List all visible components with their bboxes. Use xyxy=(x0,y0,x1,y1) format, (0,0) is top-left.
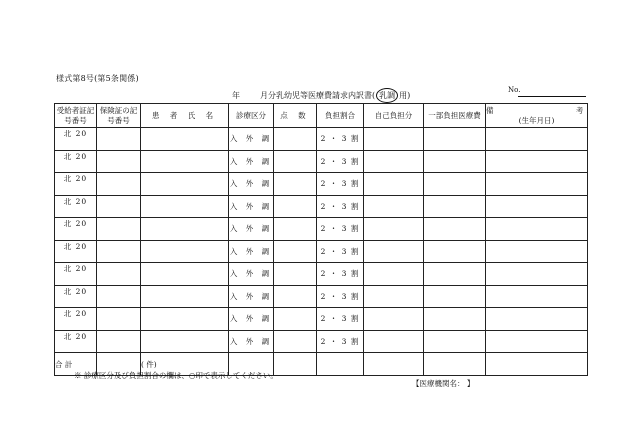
table-row xyxy=(55,128,588,151)
remarks-cell[interactable] xyxy=(486,150,588,173)
patient-name-cell[interactable] xyxy=(141,240,229,263)
header-remarks xyxy=(486,104,624,128)
self-pay-cell[interactable] xyxy=(364,330,424,353)
insurance-number-cell[interactable] xyxy=(97,308,141,331)
claim-table xyxy=(54,103,624,376)
burden-ratio-cell[interactable]: 2 ・ 3 割 xyxy=(317,195,364,218)
treatment-category-cell[interactable]: 入 外 調 xyxy=(229,330,274,353)
header-burden-ratio: 負担割合 xyxy=(317,104,364,128)
recipient-number-cell[interactable]: 北 20 xyxy=(55,150,97,173)
self-pay-cell[interactable] xyxy=(364,308,424,331)
remarks-cell[interactable] xyxy=(486,330,588,353)
insurance-number-cell[interactable] xyxy=(97,195,141,218)
table-header-row xyxy=(55,104,588,128)
points-cell[interactable] xyxy=(274,150,317,173)
points-cell[interactable] xyxy=(274,308,317,331)
header-patient-name: 患 者 氏 名 xyxy=(141,104,229,128)
total-points-cell[interactable] xyxy=(274,353,317,376)
patient-name-cell[interactable] xyxy=(141,308,229,331)
table-row xyxy=(55,308,588,331)
treatment-category-cell[interactable]: 入 外 調 xyxy=(229,128,274,151)
insurance-number-cell[interactable] xyxy=(97,173,141,196)
table-row xyxy=(55,195,588,218)
treatment-category-cell[interactable]: 入 外 調 xyxy=(229,285,274,308)
self-pay-cell[interactable] xyxy=(364,240,424,263)
remarks-cell[interactable] xyxy=(486,218,588,241)
remarks-cell[interactable] xyxy=(486,240,588,263)
table-row xyxy=(55,173,588,196)
circled-category: 乳調 xyxy=(376,88,398,103)
self-pay-cell[interactable] xyxy=(364,128,424,151)
header-remarks-title: 備 考 xyxy=(486,105,624,115)
burden-ratio-cell[interactable]: 2 ・ 3 割 xyxy=(317,150,364,173)
burden-ratio-cell[interactable]: 2 ・ 3 割 xyxy=(317,330,364,353)
table-row xyxy=(55,218,588,241)
patient-name-cell[interactable] xyxy=(141,195,229,218)
burden-ratio-cell[interactable]: 2 ・ 3 割 xyxy=(317,263,364,286)
burden-ratio-cell[interactable]: 2 ・ 3 割 xyxy=(317,285,364,308)
total-burden-cell[interactable] xyxy=(317,353,364,376)
partial-cost-cell[interactable] xyxy=(424,150,486,173)
table-row xyxy=(55,150,588,173)
recipient-number-cell[interactable]: 北 20 xyxy=(55,173,97,196)
self-pay-cell[interactable] xyxy=(364,218,424,241)
self-pay-cell[interactable] xyxy=(364,173,424,196)
treatment-category-cell[interactable]: 入 外 調 xyxy=(229,150,274,173)
total-remarks-cell[interactable] xyxy=(486,353,588,376)
form-number: 様式第8号(第5条関係) xyxy=(56,74,139,83)
insurance-number-cell[interactable] xyxy=(97,330,141,353)
self-pay-cell[interactable] xyxy=(364,150,424,173)
points-cell[interactable] xyxy=(274,128,317,151)
year-label: 年 xyxy=(232,91,240,100)
header-self-pay: 自己負担分 xyxy=(364,104,424,128)
document-number-label: No. xyxy=(508,86,521,94)
patient-name-cell[interactable] xyxy=(141,263,229,286)
patient-name-cell[interactable] xyxy=(141,128,229,151)
table-row xyxy=(55,263,588,286)
remarks-cell[interactable] xyxy=(486,308,588,331)
treatment-category-cell[interactable]: 入 外 調 xyxy=(229,173,274,196)
patient-name-cell[interactable] xyxy=(141,173,229,196)
header-birthdate: (生年月日) xyxy=(518,115,555,125)
insurance-number-cell[interactable] xyxy=(97,150,141,173)
title-text: 月分乳幼児等医療費請求内訳書( xyxy=(260,91,376,100)
partial-cost-cell[interactable] xyxy=(424,128,486,151)
recipient-number-cell[interactable]: 北 20 xyxy=(55,128,97,151)
header-insurance-number: 保険証の記号番号 xyxy=(97,104,141,128)
points-cell[interactable] xyxy=(274,240,317,263)
insurance-number-cell[interactable] xyxy=(97,128,141,151)
points-cell[interactable] xyxy=(274,218,317,241)
table-row xyxy=(55,330,588,353)
points-cell[interactable] xyxy=(274,173,317,196)
header-treatment-category: 診療区分 xyxy=(229,104,274,128)
recipient-number-cell[interactable]: 北 20 xyxy=(55,330,97,353)
table-row xyxy=(55,240,588,263)
recipient-number-cell[interactable]: 北 20 xyxy=(55,218,97,241)
self-pay-cell[interactable] xyxy=(364,195,424,218)
remarks-cell[interactable] xyxy=(486,263,588,286)
recipient-number-cell[interactable]: 北 20 xyxy=(55,308,97,331)
self-pay-cell[interactable] xyxy=(364,285,424,308)
total-label: 合 計 xyxy=(55,353,97,376)
remarks-cell[interactable] xyxy=(486,195,588,218)
header-points: 点 数 xyxy=(274,104,317,128)
document-title xyxy=(232,88,410,103)
recipient-number-cell[interactable]: 北 20 xyxy=(55,263,97,286)
insurance-number-cell[interactable] xyxy=(97,240,141,263)
remarks-cell[interactable] xyxy=(486,173,588,196)
header-recipient-number: 受給者証記号番号 xyxy=(55,104,97,128)
patient-name-cell[interactable] xyxy=(141,150,229,173)
insurance-number-cell[interactable] xyxy=(97,285,141,308)
patient-name-cell[interactable] xyxy=(141,285,229,308)
self-pay-cell[interactable] xyxy=(364,263,424,286)
treatment-category-cell[interactable]: 入 外 調 xyxy=(229,240,274,263)
partial-cost-cell[interactable] xyxy=(424,173,486,196)
burden-ratio-cell[interactable]: 2 ・ 3 割 xyxy=(317,128,364,151)
partial-cost-cell[interactable] xyxy=(424,285,486,308)
footnote: ※ 診療区分及び負担割合の欄は、○印で表示してください。 xyxy=(74,371,278,380)
total-count[interactable]: ( 件) xyxy=(141,353,229,376)
total-partial-cost-cell[interactable] xyxy=(424,353,486,376)
points-cell[interactable] xyxy=(274,330,317,353)
treatment-category-cell[interactable]: 入 外 調 xyxy=(229,263,274,286)
burden-ratio-cell[interactable]: 2 ・ 3 割 xyxy=(317,218,364,241)
recipient-number-cell[interactable]: 北 20 xyxy=(55,285,97,308)
treatment-category-cell[interactable]: 入 外 調 xyxy=(229,218,274,241)
patient-name-cell[interactable] xyxy=(141,218,229,241)
remarks-cell[interactable] xyxy=(486,285,588,308)
patient-name-cell[interactable] xyxy=(141,330,229,353)
points-cell[interactable] xyxy=(274,263,317,286)
treatment-category-cell[interactable]: 入 外 調 xyxy=(229,195,274,218)
total-self-pay-cell[interactable] xyxy=(364,353,424,376)
insurance-number-cell[interactable] xyxy=(97,218,141,241)
remarks-cell[interactable] xyxy=(486,128,588,151)
burden-ratio-cell[interactable]: 2 ・ 3 割 xyxy=(317,240,364,263)
partial-cost-cell[interactable] xyxy=(424,263,486,286)
institution-name-field[interactable]: 【医療機関名： 】 xyxy=(412,379,475,388)
partial-cost-cell[interactable] xyxy=(424,240,486,263)
partial-cost-cell[interactable] xyxy=(424,195,486,218)
partial-cost-cell[interactable] xyxy=(424,218,486,241)
recipient-number-cell[interactable]: 北 20 xyxy=(55,240,97,263)
recipient-number-cell[interactable]: 北 20 xyxy=(55,195,97,218)
partial-cost-cell[interactable] xyxy=(424,330,486,353)
title-suffix: 用) xyxy=(399,91,411,100)
points-cell[interactable] xyxy=(274,285,317,308)
burden-ratio-cell[interactable]: 2 ・ 3 割 xyxy=(317,308,364,331)
header-partial-cost: 一部負担医療費 xyxy=(424,104,486,128)
partial-cost-cell[interactable] xyxy=(424,308,486,331)
burden-ratio-cell[interactable]: 2 ・ 3 割 xyxy=(317,173,364,196)
points-cell[interactable] xyxy=(274,195,317,218)
table-row xyxy=(55,285,588,308)
treatment-category-cell[interactable]: 入 外 調 xyxy=(229,308,274,331)
insurance-number-cell[interactable] xyxy=(97,263,141,286)
document-number-field[interactable] xyxy=(518,96,586,97)
